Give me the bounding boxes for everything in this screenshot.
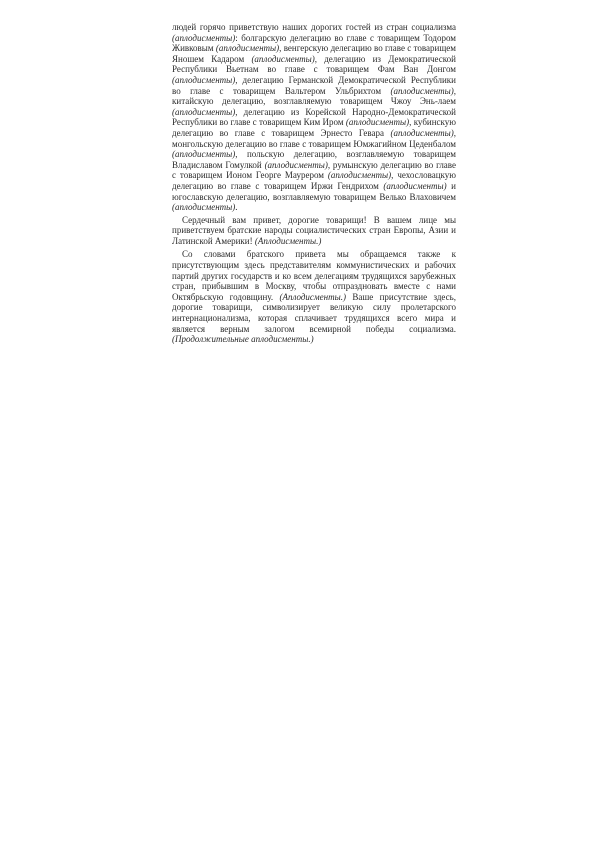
text-column bbox=[172, 22, 456, 345]
applause-remark: (аплодисменты) bbox=[172, 74, 236, 85]
text-run: , польскую делегацию, возглавляемую товарищем Владиславом Гомулкой bbox=[172, 149, 456, 170]
text-run: , кубинскую делегацию во главе с товарищем Эрнесто Геварa bbox=[172, 117, 456, 138]
applause-remark: (аплодисменты) bbox=[215, 43, 280, 54]
text-run: , делегацию Германской Демократической Республики во главе с товарищем Вальтером Ульбрихтом bbox=[172, 74, 456, 96]
paragraph bbox=[172, 215, 456, 247]
text-run: людей горячо приветствую наших дорогих гостей из стран социализма bbox=[172, 22, 456, 32]
text-run: . bbox=[235, 202, 238, 213]
applause-remark: (аплодисменты) bbox=[327, 170, 392, 181]
applause-remark: (аплодисменты) bbox=[390, 127, 454, 138]
text-run: , венгерскую делегацию во главе с товарищем Яношем Кадаром bbox=[172, 43, 456, 64]
applause-remark: (аплодисменты) bbox=[172, 106, 236, 117]
applause-remark: (аплодисменты) bbox=[383, 180, 447, 191]
text-run: , китайскую делегацию, возглавляемую товарищем Чжоу Энь-лаем bbox=[172, 85, 456, 107]
text-run: , чехословацкую делегацию во главе с товарищем Иржи Гендрихом bbox=[172, 170, 456, 191]
text-run: Со словами братского привета мы обращаемся также к присутствующим здесь представителям коммунистических и рабочих партий других государств и ко всем делегациям трудящихся зарубежных стран, прибывшим в Москву, чтобы отпраздновать вместе с нами Октябрьскую годовщину. bbox=[172, 249, 456, 302]
applause-remark: (аплодисменты) bbox=[390, 85, 454, 96]
applause-remark: (аплодисменты) bbox=[172, 32, 236, 43]
text-run: Ваше присутствие здесь, дорогие товарищи, символизирует великую силу пролетарского интернационализма, которая сплачивает трудящихся всего мира и является верным залогом всемирной победы социализма. bbox=[172, 291, 456, 334]
paragraph bbox=[172, 22, 456, 213]
text-run: , делегацию из Корейской Народно-Демократической Республики во главе с товарищем Ким Иром bbox=[172, 106, 456, 128]
applause-remark: (аплодисменты) bbox=[172, 202, 236, 213]
text-run: и югославскую делегацию, возглавляемую товарищем Велько Влаховичем bbox=[172, 180, 456, 202]
text-run: , румынскую делегацию во главе с товарищем Ионом Георге Маурером bbox=[172, 159, 456, 181]
applause-remark: (Аплодисменты.) bbox=[279, 291, 346, 302]
text-run: : болгарскую делегацию во главе с товарищем Тодором Живковым bbox=[172, 32, 456, 54]
text-run: Сердечный вам привет, дорогие товарищи! В вашем лице мы приветствуем братские народы социалистических стран Европы, Азии и Латинской Америки! bbox=[172, 214, 456, 246]
applause-remark: (аплодисменты) bbox=[172, 149, 236, 160]
text-run: , делегацию из Демократической Республики Вьетнам во главе с товарищем Фам Ван Донгом bbox=[172, 53, 456, 75]
paragraph bbox=[172, 249, 456, 344]
applause-remark: (аплодисменты) bbox=[345, 117, 410, 128]
applause-remark: (Продолжительные аплодисменты.) bbox=[172, 334, 314, 345]
text-run: , монгольскую делегацию во главе с товарищем Юмжагийном Цеденбалом bbox=[172, 127, 456, 149]
applause-remark: (Аплодисменты.) bbox=[254, 235, 322, 246]
applause-remark: (аплодисменты) bbox=[264, 159, 328, 170]
applause-remark: (аплодисменты) bbox=[251, 53, 315, 64]
